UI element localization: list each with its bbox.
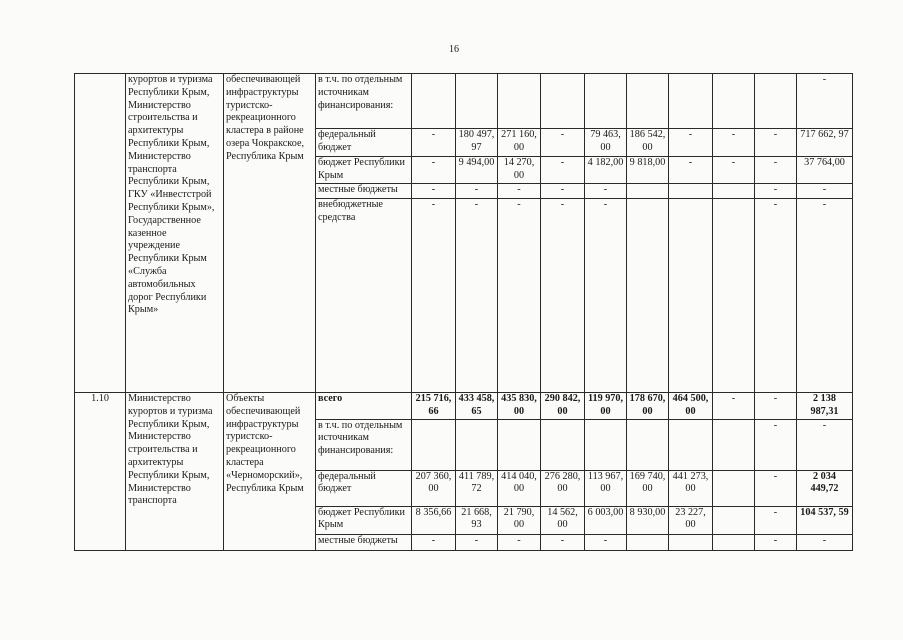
- value-cell: -: [755, 184, 797, 199]
- value-cell: [713, 74, 755, 129]
- value-cell: -: [585, 199, 627, 393]
- value-cell: 79 463, 00: [585, 129, 627, 157]
- value-cell: -: [585, 534, 627, 550]
- value-cell: [755, 74, 797, 129]
- value-cell: [627, 184, 669, 199]
- value-cell: [713, 506, 755, 534]
- value-cell: 14 562, 00: [541, 506, 585, 534]
- total-cell: 104 537, 59: [797, 506, 853, 534]
- value-cell: [585, 419, 627, 470]
- source-cell: местные бюджеты: [316, 534, 412, 550]
- total-cell: 37 764,00: [797, 157, 853, 184]
- value-cell: -: [755, 534, 797, 550]
- value-cell: [669, 419, 713, 470]
- total-cell: -: [797, 184, 853, 199]
- object-cell: обеспечивающей инфраструктуры туристско-рекреационного кластера в районе озера Чокракское, Республика Крым: [224, 74, 316, 393]
- total-cell: -: [797, 419, 853, 470]
- value-cell: [669, 184, 713, 199]
- value-cell: -: [412, 534, 456, 550]
- page-number: 16: [449, 44, 459, 55]
- source-cell: федеральный бюджет: [316, 470, 412, 506]
- value-cell: [669, 74, 713, 129]
- total-cell: -: [797, 534, 853, 550]
- value-cell: -: [412, 129, 456, 157]
- value-cell: 9 818,00: [627, 157, 669, 184]
- value-cell: 186 542, 00: [627, 129, 669, 157]
- value-cell: 276 280, 00: [541, 470, 585, 506]
- value-cell: -: [713, 393, 755, 420]
- value-cell: [713, 534, 755, 550]
- source-cell: всего: [316, 393, 412, 420]
- value-cell: 433 458, 65: [456, 393, 498, 420]
- value-cell: [498, 419, 541, 470]
- value-cell: 411 789, 72: [456, 470, 498, 506]
- value-cell: [627, 199, 669, 393]
- value-cell: -: [498, 184, 541, 199]
- value-cell: -: [498, 534, 541, 550]
- executor-cell: курортов и туризма Республики Крым, Министерство строительства и архитектуры Республики Крым, Министерство транспорта Республики Крым, ГКУ «Инвестстрой Республики Крым», Государственное казенное учреждение Республики Крым «Служба автомобильных дорог Республики Крым»: [126, 74, 224, 393]
- index-cell: [75, 74, 126, 393]
- value-cell: -: [755, 199, 797, 393]
- value-cell: -: [541, 199, 585, 393]
- value-cell: -: [412, 157, 456, 184]
- value-cell: [412, 74, 456, 129]
- value-cell: 8 356,66: [412, 506, 456, 534]
- value-cell: -: [412, 184, 456, 199]
- value-cell: -: [713, 129, 755, 157]
- value-cell: 464 500, 00: [669, 393, 713, 420]
- value-cell: 4 182,00: [585, 157, 627, 184]
- value-cell: 435 830, 00: [498, 393, 541, 420]
- source-cell: в т.ч. по отдельным источникам финансирования:: [316, 74, 412, 129]
- value-cell: -: [755, 157, 797, 184]
- value-cell: [669, 534, 713, 550]
- value-cell: 178 670, 00: [627, 393, 669, 420]
- value-cell: 414 040, 00: [498, 470, 541, 506]
- value-cell: -: [755, 393, 797, 420]
- total-cell: 2 138 987,31: [797, 393, 853, 420]
- table-row: [75, 74, 853, 129]
- value-cell: [456, 419, 498, 470]
- total-cell: -: [797, 199, 853, 393]
- value-cell: 6 003,00: [585, 506, 627, 534]
- value-cell: -: [456, 199, 498, 393]
- value-cell: 14 270, 00: [498, 157, 541, 184]
- value-cell: [498, 74, 541, 129]
- value-cell: -: [541, 534, 585, 550]
- value-cell: 271 160, 00: [498, 129, 541, 157]
- value-cell: [669, 199, 713, 393]
- source-cell: бюджет Республики Крым: [316, 506, 412, 534]
- value-cell: -: [541, 129, 585, 157]
- source-cell: бюджет Республики Крым: [316, 157, 412, 184]
- value-cell: [541, 74, 585, 129]
- value-cell: [627, 74, 669, 129]
- value-cell: -: [755, 506, 797, 534]
- value-cell: [713, 199, 755, 393]
- value-cell: [627, 534, 669, 550]
- value-cell: -: [498, 199, 541, 393]
- value-cell: -: [755, 129, 797, 157]
- value-cell: [713, 419, 755, 470]
- value-cell: 180 497, 97: [456, 129, 498, 157]
- value-cell: -: [456, 184, 498, 199]
- source-cell: в т.ч. по отдельным источникам финансирования:: [316, 419, 412, 470]
- value-cell: 169 740, 00: [627, 470, 669, 506]
- total-cell: 2 034 449,72: [797, 470, 853, 506]
- source-cell: внебюджетные средства: [316, 199, 412, 393]
- total-cell: -: [797, 74, 853, 129]
- value-cell: [456, 74, 498, 129]
- value-cell: [713, 470, 755, 506]
- value-cell: -: [669, 129, 713, 157]
- value-cell: 9 494,00: [456, 157, 498, 184]
- value-cell: -: [755, 470, 797, 506]
- value-cell: -: [412, 199, 456, 393]
- value-cell: -: [669, 157, 713, 184]
- index-cell: 1.10: [75, 393, 126, 551]
- value-cell: [541, 419, 585, 470]
- value-cell: -: [713, 157, 755, 184]
- value-cell: 21 790, 00: [498, 506, 541, 534]
- value-cell: [713, 184, 755, 199]
- value-cell: -: [456, 534, 498, 550]
- value-cell: -: [541, 184, 585, 199]
- value-cell: [585, 74, 627, 129]
- value-cell: 21 668, 93: [456, 506, 498, 534]
- value-cell: 207 360, 00: [412, 470, 456, 506]
- value-cell: 119 970, 00: [585, 393, 627, 420]
- value-cell: -: [541, 157, 585, 184]
- executor-cell: Министерство курортов и туризма Республики Крым, Министерство строительства и архитектуры Республики Крым, Министерство транспорта: [126, 393, 224, 551]
- value-cell: -: [755, 419, 797, 470]
- source-cell: местные бюджеты: [316, 184, 412, 199]
- value-cell: [412, 419, 456, 470]
- value-cell: 215 716, 66: [412, 393, 456, 420]
- table-row: [75, 393, 853, 420]
- value-cell: 23 227, 00: [669, 506, 713, 534]
- value-cell: 290 842, 00: [541, 393, 585, 420]
- total-cell: 717 662, 97: [797, 129, 853, 157]
- object-cell: Объекты обеспечивающей инфраструктуры туристско-рекреационного кластера «Черноморский», Республика Крым: [224, 393, 316, 551]
- value-cell: -: [585, 184, 627, 199]
- value-cell: 441 273, 00: [669, 470, 713, 506]
- value-cell: 113 967, 00: [585, 470, 627, 506]
- value-cell: 8 930,00: [627, 506, 669, 534]
- financing-table: [74, 73, 853, 551]
- value-cell: [627, 419, 669, 470]
- source-cell: федеральный бюджет: [316, 129, 412, 157]
